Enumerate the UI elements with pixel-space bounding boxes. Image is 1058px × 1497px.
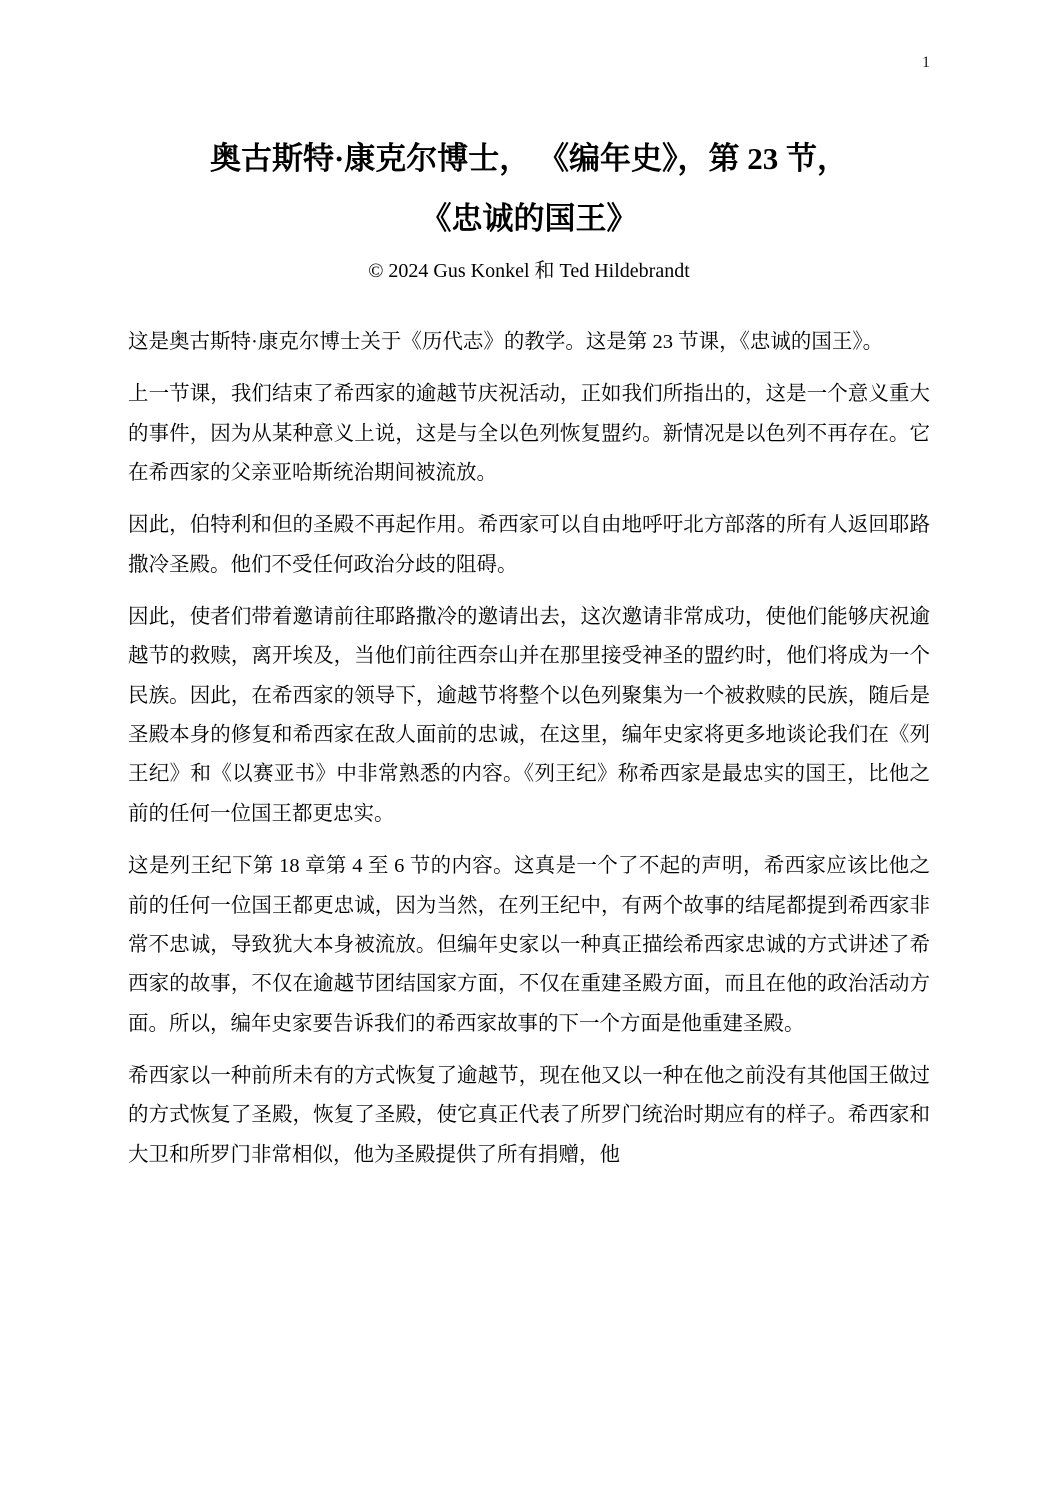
paragraph-4: 因此，使者们带着邀请前往耶路撒冷的邀请出去，这次邀请非常成功，使他们能够庆祝逾越节的救赎，离开埃及，当他们前往西奈山并在那里接受神圣的盟约时，他们将成为一个民族。因此，在希西家的领导下，逾越节将整个以色列聚集为一个被救赎的民族，随后是圣殿本身的修复和希西家在敌人面前的忠诚，在这里，编年史家将更多地谈论我们在《列王纪》和《以赛亚书》中非常熟悉的内容。《列王纪》称希西家是最忠实的国王，比他之前的任何一位国王都更忠实。 <box>128 606 930 825</box>
paragraph-2: 上一节课，我们结束了希西家的逾越节庆祝活动，正如我们所指出的，这是一个意义重大的事件，因为从某种意义上说，这是与全以色列恢复盟约。新情况是以色列不再存在。它在希西家的父亲亚哈斯统治期间被流放。 <box>128 383 930 484</box>
paragraph-1: 这是奥古斯特·康克尔博士关于《历代志》的教学。这是第 23 节课，《忠诚的国王》。 <box>128 330 884 353</box>
document-title <box>128 129 930 250</box>
title-line-1: 奥古斯特·康克尔博士， 《编年史》，第 23 节， <box>209 141 849 176</box>
page-number: 1 <box>922 54 930 71</box>
paragraph-5: 这是列王纪下第 18 章第 4 至 6 节的内容。这真是一个了不起的声明，希西家应该比他之前的任何一位国王都更忠诚，因为当然，在列王纪中，有两个故事的结尾都提到希西家非常不忠诚，导致犹大本身被流放。但编年史家以一种真正描绘希西家忠诚的方式讲述了希西家的故事，不仅在逾越节团结国家方面，不仅在重建圣殿方面，而且在他的政治活动方面。所以，编年史家要告诉我们的希西家故事的下一个方面是他重建圣殿。 <box>128 855 930 1035</box>
paragraph-6: 希西家以一种前所未有的方式恢复了逾越节，现在他又以一种在他之前没有其他国王做过的方式恢复了圣殿，恢复了圣殿，使它真正代表了所罗门统治时期应有的样子。希西家和大卫和所罗门非常相似，他为圣殿提供了所有捐赠，他 <box>128 1064 930 1166</box>
paragraph-3: 因此，伯特利和但的圣殿不再起作用。希西家可以自由地呼吁北方部落的所有人返回耶路撒冷圣殿。他们不受任何政治分歧的阻碍。 <box>128 514 930 576</box>
title-line-2: 《忠诚的国王》 <box>420 201 638 237</box>
copyright-line: © 2024 Gus Konkel 和 Ted Hildebrandt <box>368 259 690 282</box>
document-body <box>128 323 930 1175</box>
